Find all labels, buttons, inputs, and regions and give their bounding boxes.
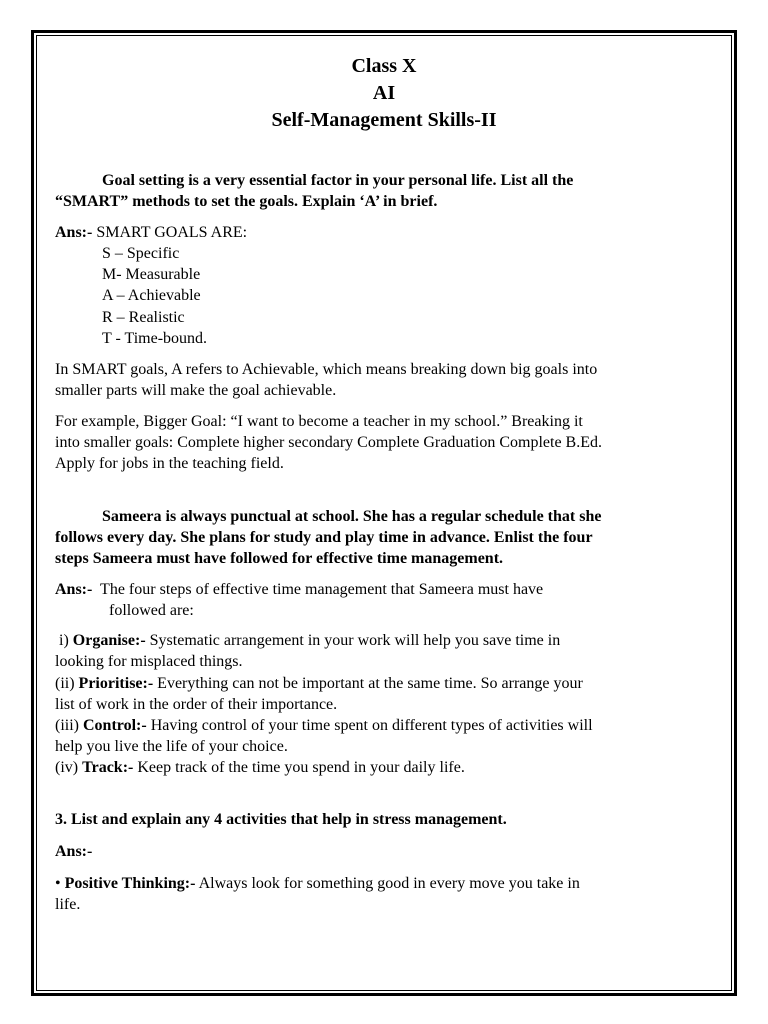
q1-para2-line3: Apply for jobs in the teaching field. [55,455,284,472]
q3-item-positive-thinking [55,873,580,894]
step-control [55,715,593,736]
q3-question: 3. List and explain any 4 activities that help in stress management. [55,811,507,828]
q1-para1-line1: In SMART goals, A refers to Achievable, which means breaking down big goals into [55,361,598,378]
q1-para1-line2: smaller parts will make the goal achievable. [55,382,337,399]
q2-answer-line [55,579,543,600]
step-prioritise [55,673,583,694]
step-text: Having control of your time spent on different types of activities will [146,717,593,734]
step-track [55,757,465,778]
smart-item-s: S – Specific [102,245,180,262]
step-organise [55,630,560,651]
step-term: Organise:- [72,632,146,649]
bullet-icon: • [55,875,61,892]
step-text: Systematic arrangement in your work will help you save time in [145,632,561,649]
step-organise-cont: looking for misplaced things. [55,653,243,670]
q1-ans-label: Ans:- [55,224,93,241]
q3-item-cont: life. [55,896,81,913]
smart-item-a: A – Achievable [102,287,201,304]
smart-item-t: T - Time-bound. [102,330,208,347]
q2-question-line3: steps Sameera must have followed for effective time management. [55,550,504,567]
q3-item-term: Positive Thinking:- [64,875,196,892]
subject-heading: AI [372,82,396,104]
q2-question-line1: Sameera is always punctual at school. She has a regular schedule that she [102,508,602,525]
q1-question-line1: Goal setting is a very essential factor in your personal life. List all the [102,172,574,189]
step-term: Control:- [83,717,147,734]
q2-ans-label: Ans:- [55,581,93,598]
class-heading: Class X [351,55,417,77]
q3-item-text: Always look for something good in every move you take in [195,875,580,892]
step-number: i) [55,632,73,649]
step-term: Prioritise:- [78,675,154,692]
step-number: (iii) [55,717,83,734]
q1-question-line2: “SMART” methods to set the goals. Explain ‘A’ in brief. [55,193,438,210]
step-term: Track:- [82,759,134,776]
q1-para2-line1: For example, Bigger Goal: “I want to become a teacher in my school.” Breaking it [55,413,583,430]
q2-ans-line1: The four steps of effective time management that Sameera must have [92,581,544,598]
smart-item-m: M- Measurable [102,266,201,283]
smart-item-r: R – Realistic [102,309,185,326]
q3-ans-label: Ans:- [55,843,93,860]
q2-ans-line2: followed are: [109,602,194,619]
q1-para2-line2: into smaller goals: Complete higher secondary Complete Graduation Complete B.Ed. [55,434,602,451]
q1-ans-intro: SMART GOALS ARE: [92,224,248,241]
step-text: Keep track of the time you spend in your daily life. [133,759,465,776]
step-number: (iv) [55,759,83,776]
q1-answer-line [55,222,247,243]
step-control-cont: help you live the life of your choice. [55,738,288,755]
step-text: Everything can not be important at the same time. So arrange your [153,675,583,692]
q2-question-line2: follows every day. She plans for study and play time in advance. Enlist the four [55,529,593,546]
step-number: (ii) [55,675,79,692]
chapter-heading: Self-Management Skills-II [271,109,497,131]
step-prioritise-cont: list of work in the order of their importance. [55,696,338,713]
